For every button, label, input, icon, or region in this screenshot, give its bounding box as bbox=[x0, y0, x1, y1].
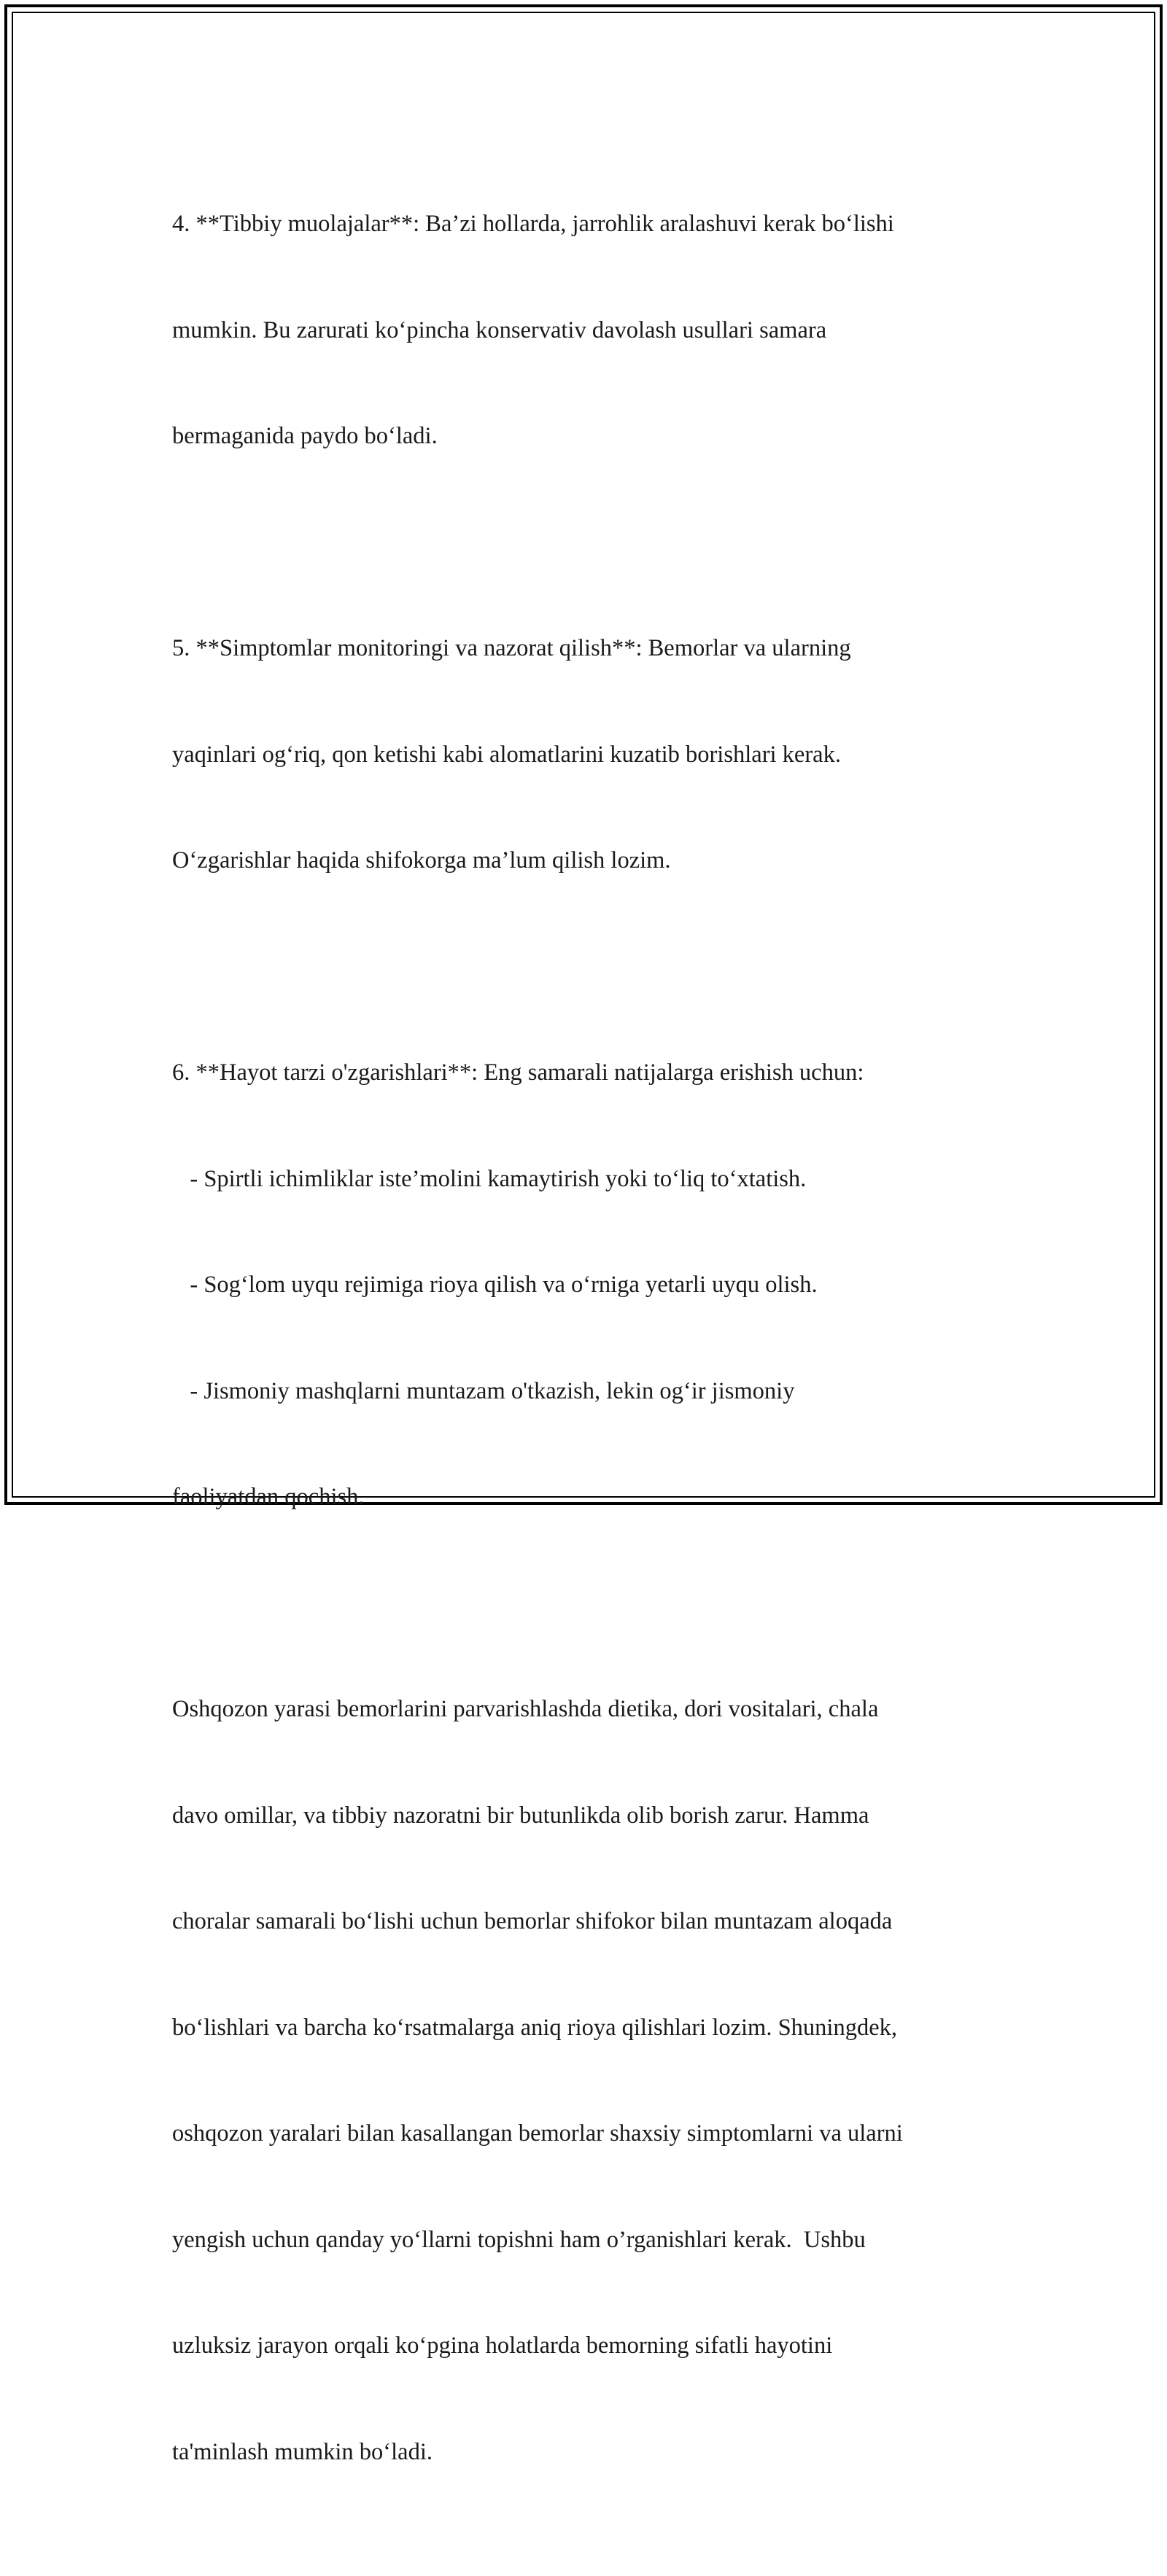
text-line: 4. **Tibbiy muolajalar**: Ba’zi hollarda, jarrohlik aralashuvi kerak bo‘lishi bbox=[172, 211, 894, 237]
paragraph-simptomlar-monitoringi bbox=[172, 560, 1004, 949]
text-line: 6. **Hayot tarzi o'zgarishlari**: Eng samarali natijalarga erishish uchun: bbox=[172, 1059, 864, 1086]
text-line: faoliyatdan qochish. bbox=[172, 1484, 365, 1510]
paragraph-tibbiy-muolajalar bbox=[172, 136, 1004, 525]
text-line: mumkin. Bu zarurati ko‘pincha konservativ davolash usullari samara bbox=[172, 316, 827, 343]
list-item: - Jismoniy mashqlarni muntazam o'tkazish, lekin og‘ir jismoniy bbox=[172, 1377, 795, 1404]
paragraph-hayot-tarzi bbox=[172, 984, 1004, 1586]
list-item: - Spirtli ichimliklar iste’molini kamaytirish yoki to‘liq to‘xtatish. bbox=[172, 1165, 807, 1192]
document-body bbox=[172, 136, 1004, 2576]
text-line: ta'minlash mumkin bo‘ladi. bbox=[172, 2438, 433, 2465]
text-line: O‘zgarishlar haqida shifokorga ma’lum qilish lozim. bbox=[172, 847, 671, 873]
list-item: - Sog‘lom uyqu rejimiga rioya qilish va o‘rniga yetarli uyqu olish. bbox=[172, 1272, 818, 1298]
text-line: yengish uchun qanday yo‘llarni topishni ham o’rganishlari kerak. Ushbu bbox=[172, 2226, 866, 2253]
text-line: davo omillar, va tibbiy nazoratni bir butunlikda olib borish zarur. Hamma bbox=[172, 1802, 869, 1829]
text-line: 5. **Simptomlar monitoringi va nazorat qilish**: Bemorlar va ularning bbox=[172, 635, 851, 661]
text-line: Oshqozon yarasi bemorlarini parvarishlashda dietika, dori vositalari, chala bbox=[172, 1696, 879, 1722]
text-line: oshqozon yaralari bilan kasallangan bemorlar shaxsiy simptomlarni va ularni bbox=[172, 2120, 903, 2147]
text-line: uzluksiz jarayon orqali ko‘pgina holatlarda bemorning sifatli hayotini bbox=[172, 2332, 833, 2359]
paragraph-conclusion bbox=[172, 1621, 1004, 2540]
text-line: bermaganida paydo bo‘ladi. bbox=[172, 423, 438, 449]
text-line: bo‘lishlari va barcha ko‘rsatmalarga aniq rioya qilishlari lozim. Shuningdek, bbox=[172, 2014, 897, 2041]
text-line: yaqinlari og‘riq, qon ketishi kabi alomatlarini kuzatib borishlari kerak. bbox=[172, 741, 841, 768]
text-line: choralar samarali bo‘lishi uchun bemorlar shifokor bilan muntazam aloqada bbox=[172, 1908, 893, 1934]
